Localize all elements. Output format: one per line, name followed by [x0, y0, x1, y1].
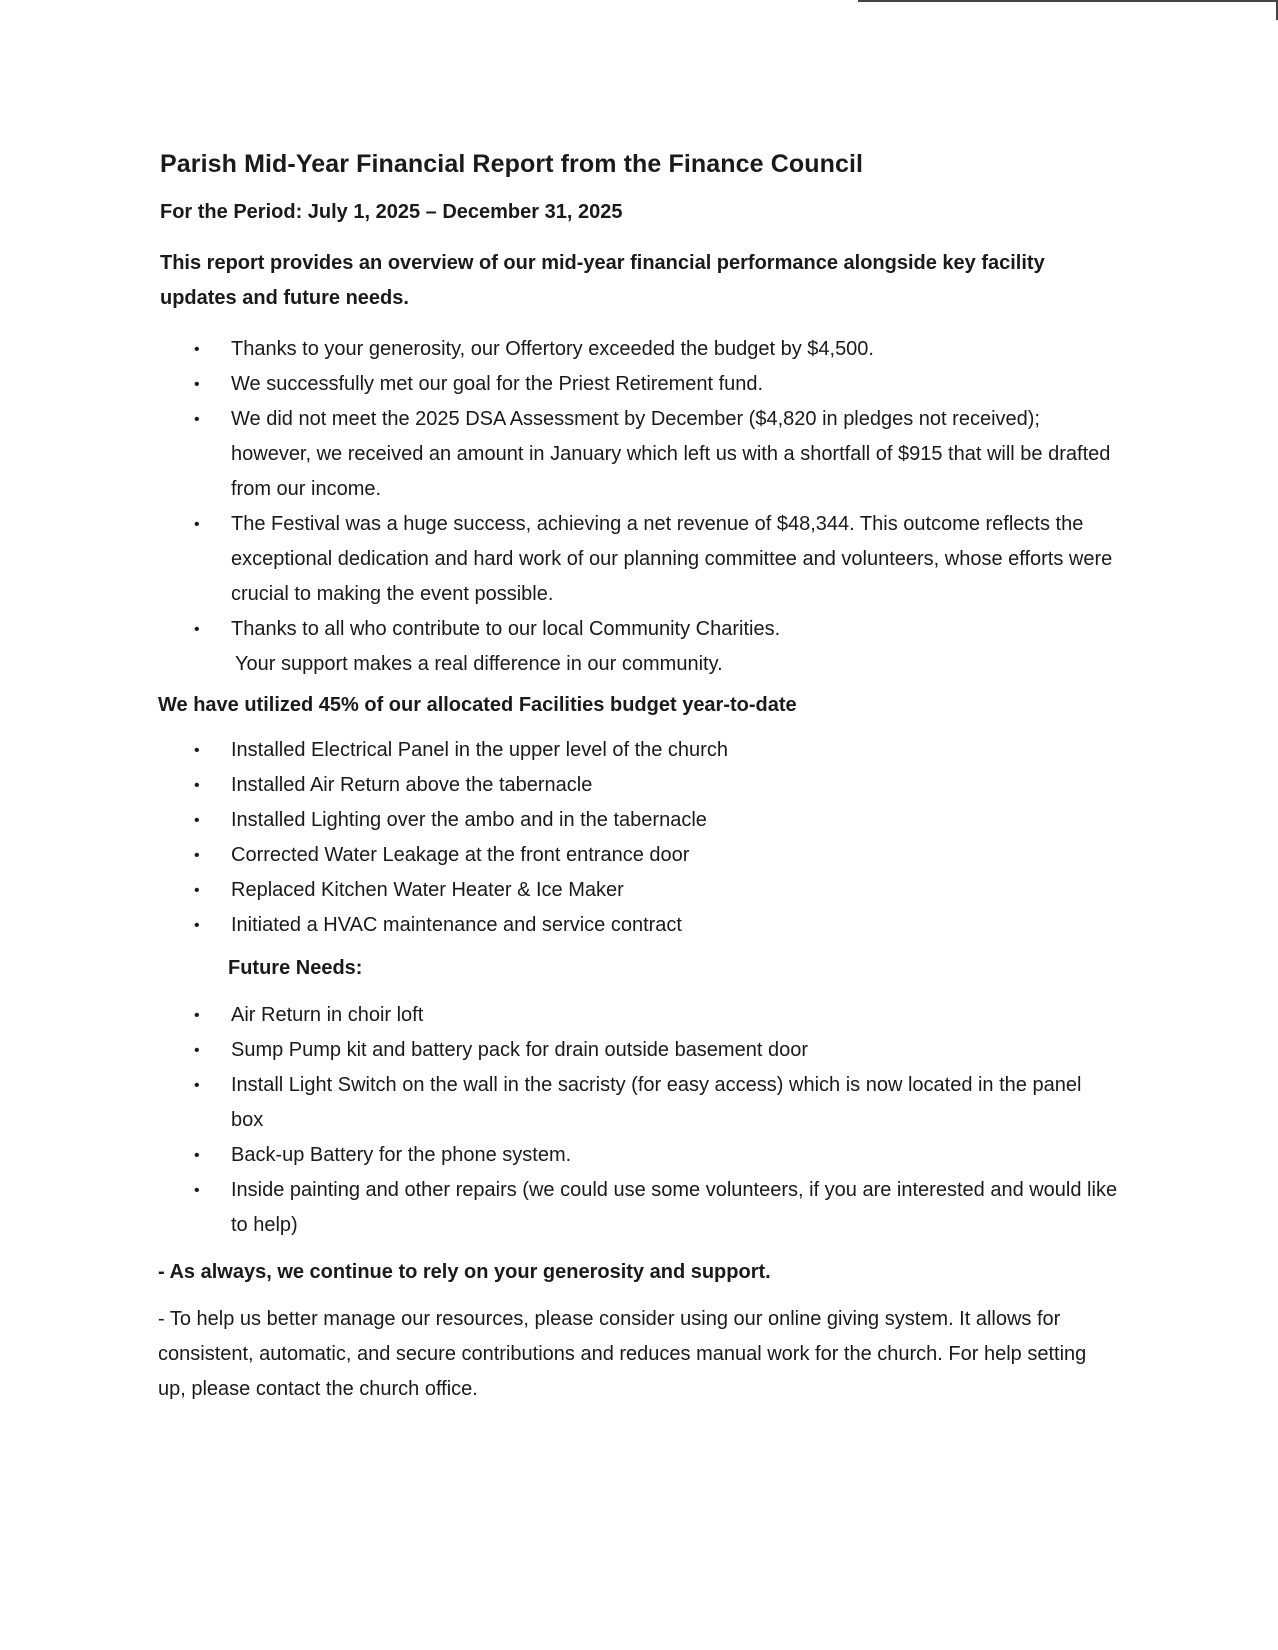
- scan-edge-mark: [858, 0, 1278, 6]
- list-item: [158, 332, 1118, 367]
- list-item-text: The Festival was a huge success, achieving a net revenue of $48,344. This outcome reflects the exceptional dedication and hard work of our planning committee and volunteers, whose efforts were crucial to making the event possible.: [231, 513, 1113, 605]
- bullet-icon: •: [194, 812, 200, 829]
- list-item-text: We successfully met our goal for the Priest Retirement fund.: [231, 373, 764, 395]
- list-item: [158, 1033, 1118, 1068]
- bullet-icon: •: [194, 742, 200, 759]
- list-item: [158, 803, 1118, 838]
- list-item-text: Replaced Kitchen Water Heater & Ice Maker: [231, 879, 624, 901]
- facilities-list: [158, 733, 1118, 943]
- bullet-icon: •: [194, 1077, 200, 1094]
- list-item: [158, 367, 1118, 402]
- list-item-text: Air Return in choir loft: [231, 1004, 424, 1026]
- bullet-icon: •: [194, 621, 200, 638]
- list-item-text: Sump Pump kit and battery pack for drain outside basement door: [231, 1039, 808, 1061]
- list-item: [158, 612, 1118, 682]
- bullet-icon: •: [194, 847, 200, 864]
- list-item: [158, 908, 1118, 943]
- facilities-heading: We have utilized 45% of our allocated Facilities budget year-to-date: [158, 694, 797, 716]
- bullet-icon: •: [194, 1042, 200, 1059]
- report-intro: This report provides an overview of our mid-year financial performance alongside key facility updates and future needs.: [160, 252, 1045, 309]
- list-item: [158, 1173, 1118, 1243]
- list-item-text: Inside painting and other repairs (we could use some volunteers, if you are interested and would like to help): [231, 1179, 1118, 1236]
- bullet-icon: •: [194, 1007, 200, 1024]
- list-item-text: Thanks to all who contribute to our local Community Charities.: [231, 618, 781, 640]
- bullet-icon: •: [194, 1147, 200, 1164]
- list-item: [158, 873, 1118, 908]
- bullet-icon: •: [194, 341, 200, 358]
- list-item: [158, 507, 1118, 612]
- list-item-text: We did not meet the 2025 DSA Assessment by December ($4,820 in pledges not received); however, we received an amount in January which left us with a shortfall of $915 that will be drafted from our income.: [231, 408, 1111, 500]
- list-item-text: Corrected Water Leakage at the front entrance door: [231, 844, 690, 866]
- list-item: [158, 733, 1118, 768]
- bullet-icon: •: [194, 516, 200, 533]
- bullet-icon: •: [194, 1182, 200, 1199]
- list-item-text: Installed Electrical Panel in the upper level of the church: [231, 739, 728, 761]
- list-item-text: Initiated a HVAC maintenance and service contract: [231, 914, 682, 936]
- future-needs-list: [158, 998, 1118, 1243]
- report-title: Parish Mid-Year Financial Report from the Finance Council: [160, 150, 864, 178]
- list-item-text: Install Light Switch on the wall in the sacristy (for easy access) which is now located in the panel box: [231, 1074, 1082, 1131]
- highlights-list: [158, 332, 1118, 682]
- future-needs-heading: Future Needs:: [228, 957, 363, 979]
- bullet-icon: •: [194, 411, 200, 428]
- list-item: [158, 1068, 1118, 1138]
- bullet-icon: •: [194, 882, 200, 899]
- bullet-icon: •: [194, 376, 200, 393]
- closing-paragraph: - To help us better manage our resources, please consider using our online giving system. It allows for consistent, automatic, and secure contributions and reduces manual work for the church. For help setting up, please contact the church office.: [158, 1308, 1087, 1400]
- list-item: [158, 838, 1118, 873]
- list-item-text-continued: Your support makes a real difference in our community.: [235, 653, 723, 675]
- bullet-icon: •: [194, 917, 200, 934]
- list-item-text: Thanks to your generosity, our Offertory exceeded the budget by $4,500.: [231, 338, 874, 360]
- list-item: [158, 998, 1118, 1033]
- list-item: [158, 402, 1118, 507]
- list-item-text: Installed Air Return above the tabernacle: [231, 774, 593, 796]
- report-period: For the Period: July 1, 2025 – December 31, 2025: [160, 201, 623, 223]
- closing-statement: - As always, we continue to rely on your generosity and support.: [158, 1261, 771, 1283]
- report-body: [158, 150, 1118, 1407]
- list-item: [158, 768, 1118, 803]
- bullet-icon: •: [194, 777, 200, 794]
- list-item-text: Installed Lighting over the ambo and in the tabernacle: [231, 809, 707, 831]
- list-item: [158, 1138, 1118, 1173]
- list-item-text: Back-up Battery for the phone system.: [231, 1144, 572, 1166]
